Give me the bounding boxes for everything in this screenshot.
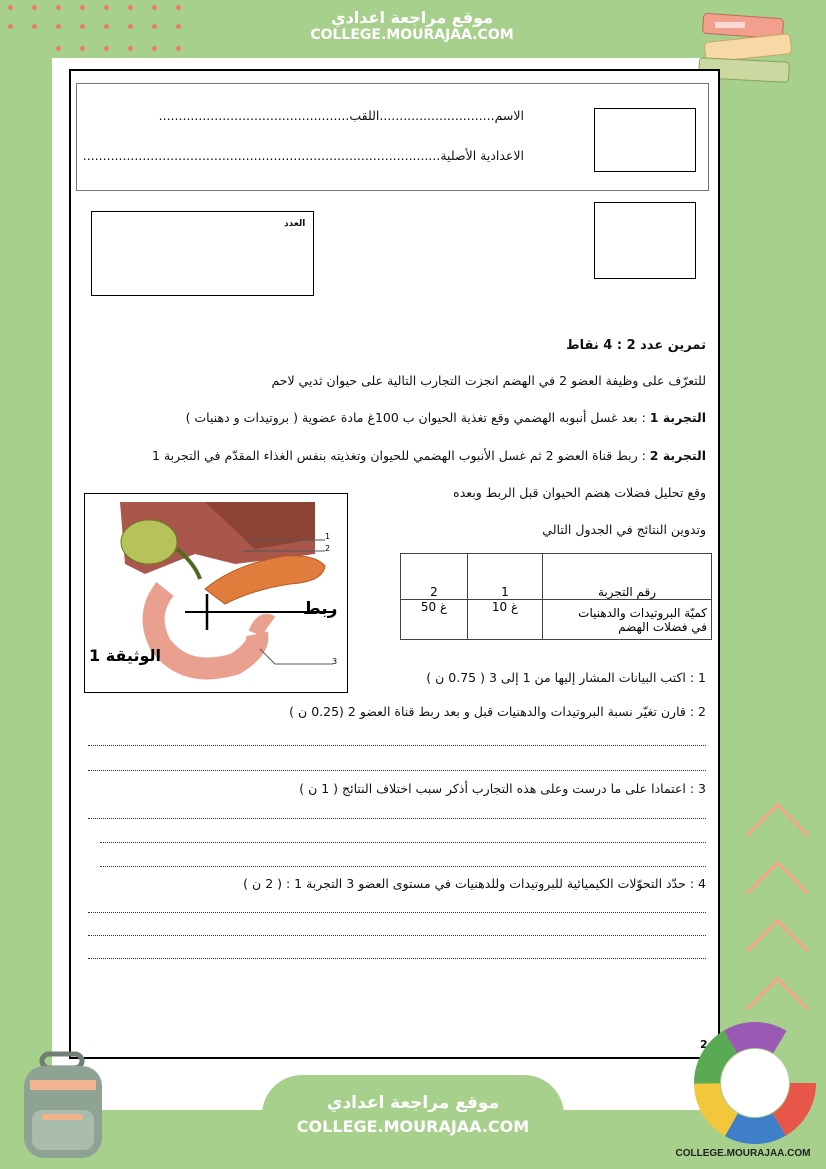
experiment-2 bbox=[130, 448, 706, 463]
question-1: 1 : اكتب البيانات المشار إليها من 1 إلى 3 ( 0.75 ن ) bbox=[426, 670, 706, 685]
figure-label-2: 2 bbox=[325, 544, 331, 553]
experiment-1-label: التجربة 1 bbox=[649, 410, 706, 425]
footer-banner bbox=[262, 1075, 564, 1169]
figure-tie-label: ربط bbox=[303, 599, 338, 619]
figure-document-1 bbox=[84, 493, 348, 693]
exercise-title: تمرين عدد 2 : 4 نقاط bbox=[566, 338, 706, 353]
table-row bbox=[401, 554, 712, 600]
chevron-up-icon bbox=[746, 919, 810, 983]
exercise-line-4: وتدوين النتائج في الجدول التالي bbox=[542, 522, 706, 537]
question-3: 3 : اعتمادا على ما درست وعلى هذه التجارب أذكر سبب اختلاف النتائج ( 1 ن ) bbox=[299, 781, 706, 796]
table-row-label-1: كميّة البروتيدات والدهنيات bbox=[578, 605, 707, 620]
table-row bbox=[401, 600, 712, 640]
table-header-experiment: رقم التجربة bbox=[543, 554, 712, 600]
experiment-2-label: التجربة 2 bbox=[649, 448, 706, 463]
question-4: 4 : حدّد التحوّلات الكيميائية للبروتيدات وللدهنيات في مستوى العضو 3 التجربة 1 : ( 2 ن ) bbox=[243, 876, 706, 891]
student-name-line[interactable]: الاسم.............................اللقب................................................ bbox=[158, 108, 524, 123]
figure-label-3: 3 bbox=[332, 657, 338, 666]
exercise-intro: للتعرّف على وظيفة العضو 2 في الهضم انجزت التجارب التالية على حيوان ثديي لاحم bbox=[271, 373, 706, 388]
figure-caption: الوثيقة 1 bbox=[89, 646, 161, 665]
header-site-name: موقع مراجعة اعدادي bbox=[330, 8, 494, 27]
experiment-1-text: : بعد غسل أنبوبه الهضمي وقع تغذية الحيوان ب 100غ مادة عضوية ( بروتيدات و دهنيات ) bbox=[185, 410, 646, 425]
logo-url[interactable]: COLLEGE.MOURAJAA.COM bbox=[675, 1148, 811, 1159]
question-2: 2 : قارن تغيّر نسبة البروتيدات والدهنيات قبل و بعد ربط قناة العضو 2 (0.25 ن ) bbox=[289, 704, 706, 719]
header-site-url[interactable]: COLLEGE.MOURAJAA.COM bbox=[310, 27, 514, 43]
score-box-right bbox=[594, 202, 696, 279]
results-table bbox=[400, 553, 712, 640]
page-number: 2 bbox=[700, 1038, 708, 1051]
answer-line[interactable] bbox=[88, 745, 706, 746]
chevron-up-icon bbox=[746, 861, 810, 925]
answer-line[interactable] bbox=[88, 958, 706, 959]
answer-line[interactable] bbox=[88, 935, 706, 936]
experiment-2-text: : ربط قناة العضو 2 ثم غسل الأنبوب الهضمي للحيوان وتغذيته بنفس الغذاء المقدّم في التجربة 1 bbox=[152, 448, 646, 463]
table-cell: 2 bbox=[401, 554, 468, 600]
footer-site-url[interactable]: COLLEGE.MOURAJAA.COM bbox=[296, 1117, 530, 1136]
grade-box-label: العدد bbox=[284, 219, 306, 229]
grade-box bbox=[91, 211, 314, 296]
figure-label-1: 1 bbox=[325, 532, 331, 541]
id-box bbox=[594, 108, 696, 172]
experiment-1 bbox=[130, 410, 706, 425]
answer-line[interactable] bbox=[88, 912, 706, 913]
header-banner bbox=[262, 0, 562, 58]
table-row-label bbox=[543, 600, 712, 640]
exercise-line-3: وقع تحليل فضلات هضم الحيوان قبل الربط وبعده bbox=[453, 485, 706, 500]
chevron-up-icon bbox=[746, 803, 810, 867]
answer-line[interactable] bbox=[100, 842, 706, 843]
backpack-icon bbox=[12, 1050, 112, 1165]
answer-line[interactable] bbox=[88, 818, 706, 819]
site-logo-icon bbox=[694, 1022, 816, 1144]
table-cell: 1 bbox=[468, 554, 543, 600]
student-school-line[interactable]: الاعدادية الأصلية.......................................................................................... bbox=[82, 148, 524, 163]
table-cell: 50 غ bbox=[401, 600, 468, 640]
table-row-label-2: في فضلات الهضم bbox=[618, 619, 707, 634]
answer-line[interactable] bbox=[88, 770, 706, 771]
answer-line[interactable] bbox=[100, 866, 706, 867]
footer-site-name: موقع مراجعة اعدادي bbox=[326, 1093, 500, 1113]
table-cell: 10 غ bbox=[468, 600, 543, 640]
